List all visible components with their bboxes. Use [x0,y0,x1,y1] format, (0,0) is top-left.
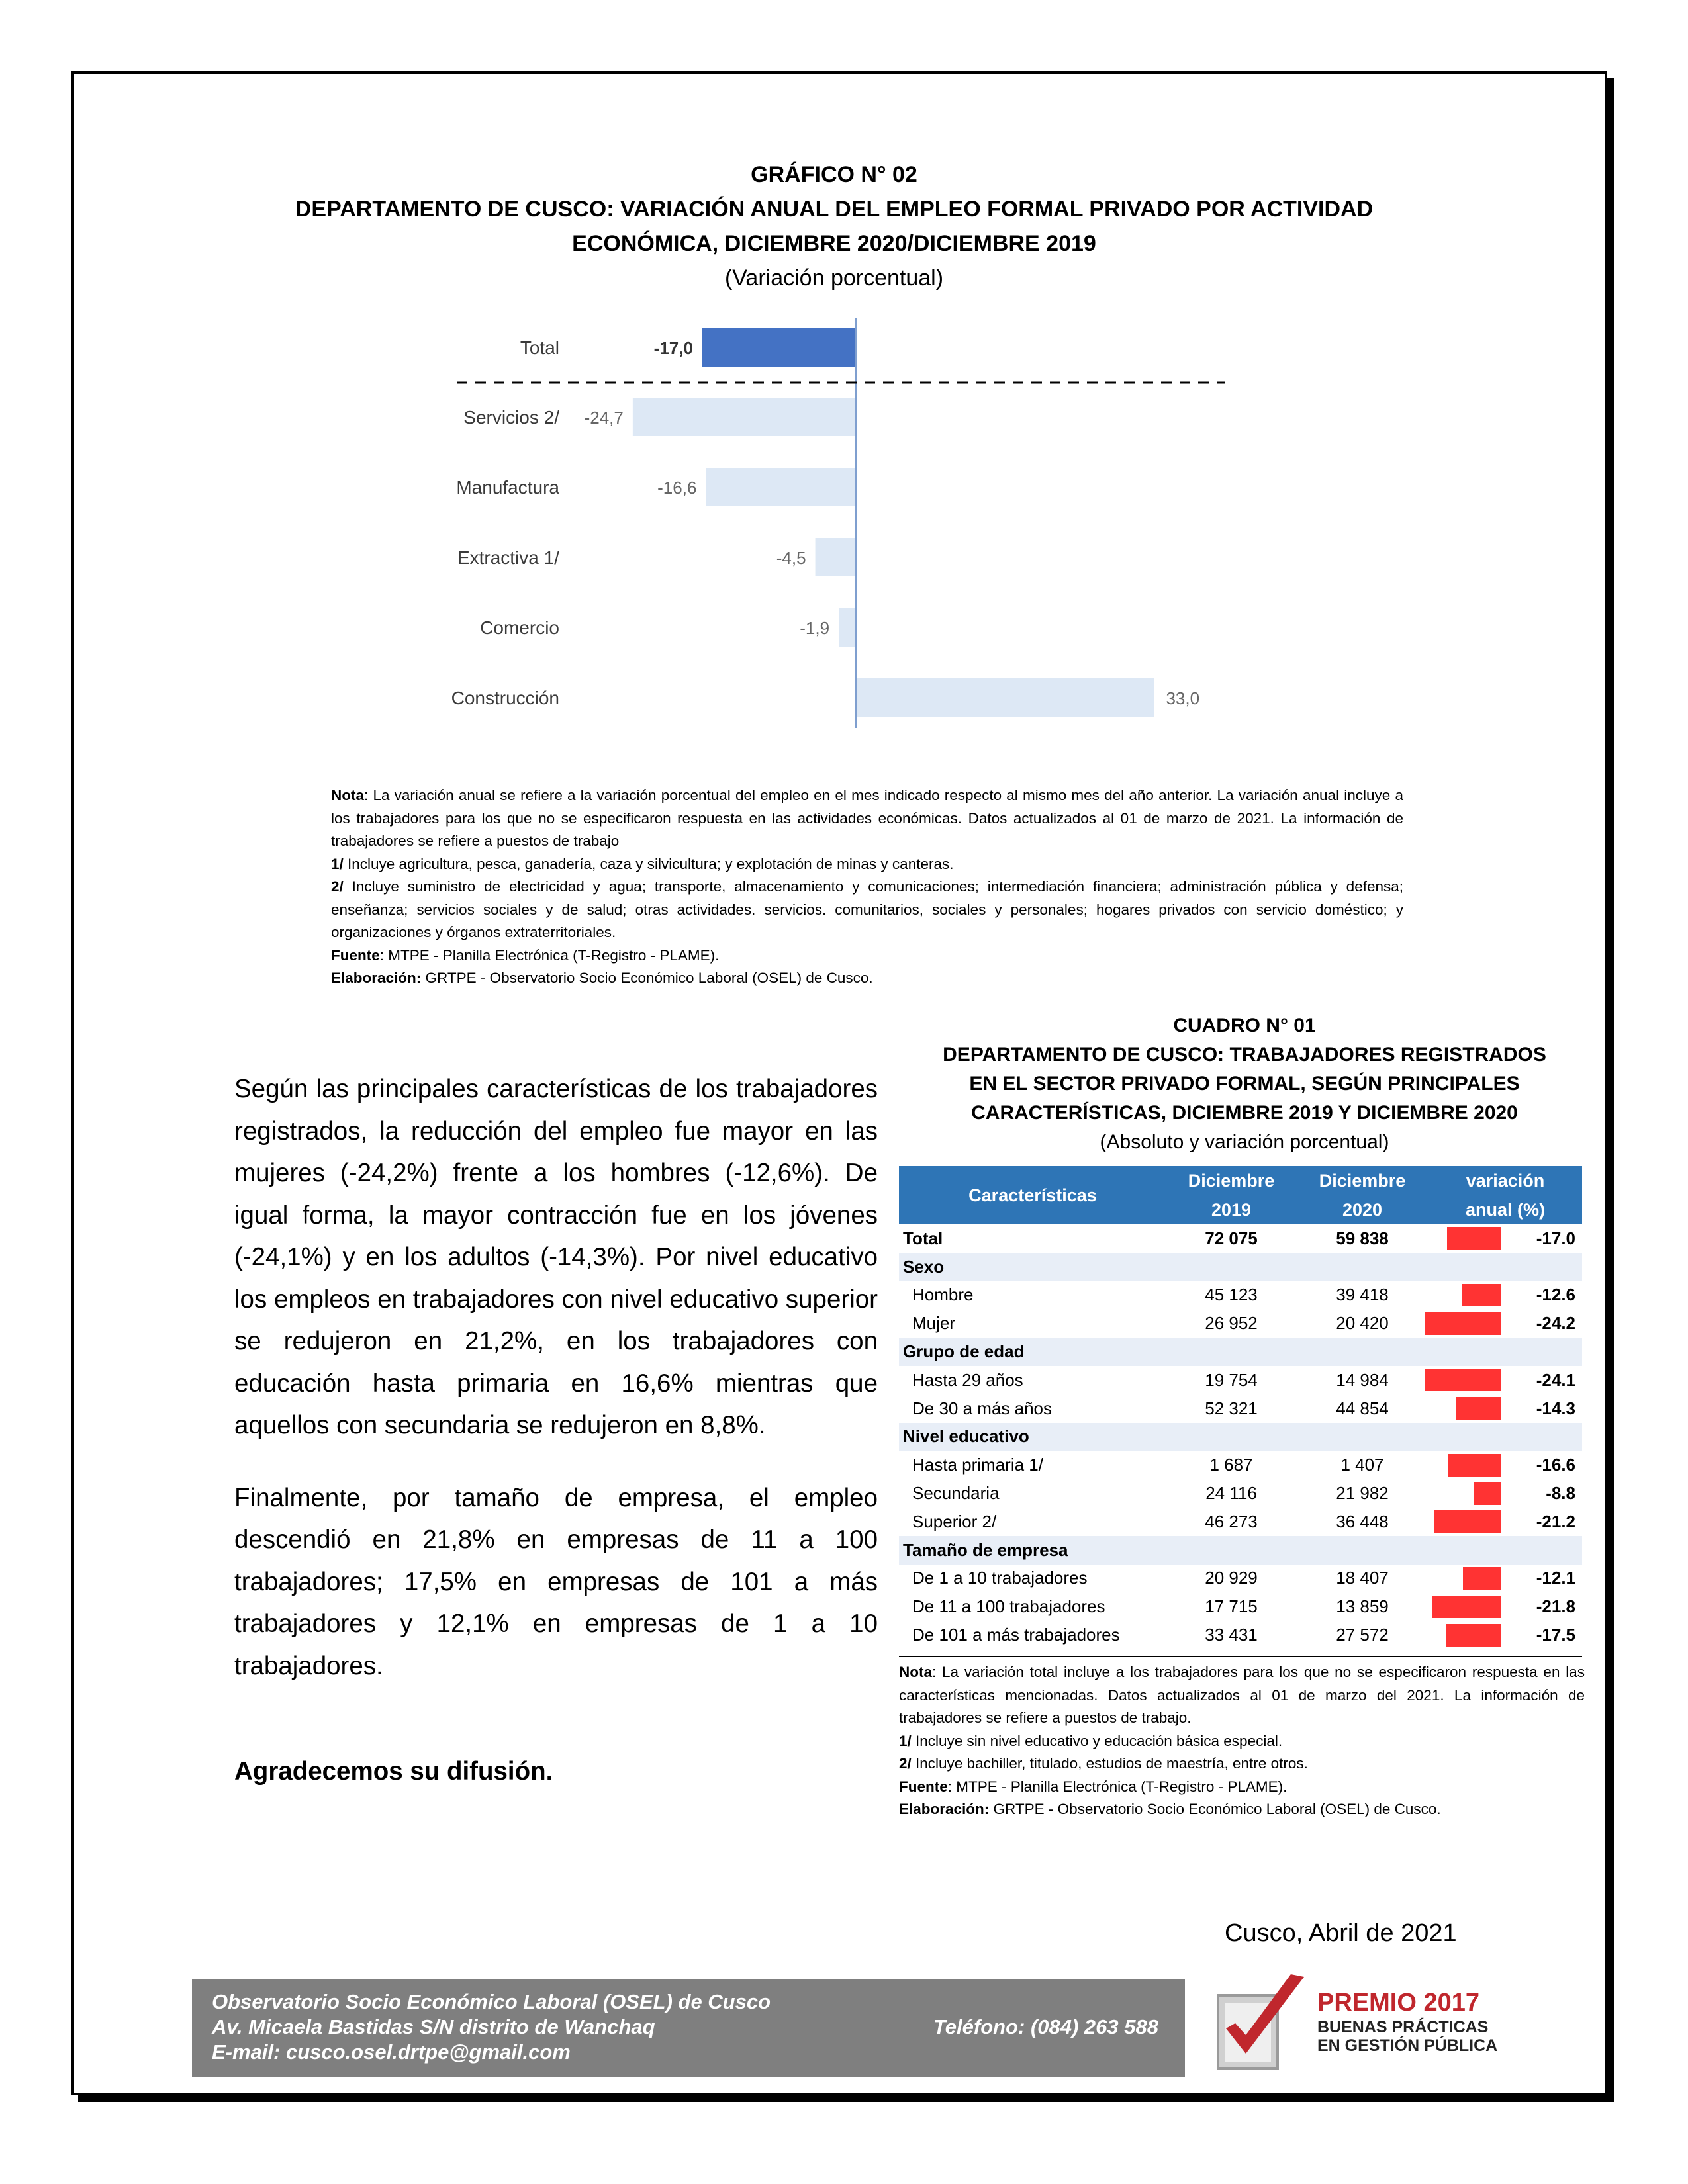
table-group-row [899,1338,1582,1366]
variation-bar-cell [1429,1224,1501,1253]
header-2019-year: 2019 [1166,1195,1296,1224]
variation-bar-cell [1429,1451,1501,1479]
value-2019: 19 754 [1205,1369,1258,1390]
category-label: Total [520,338,559,358]
variation-bar-cell [1429,1508,1501,1536]
variation-bar-wrap [1429,1454,1501,1477]
value-2019: 45 123 [1205,1285,1258,1305]
award-logo [1211,1969,1503,2075]
bar-total [702,328,856,367]
paragraph-1: Según las principales características de los trabajadores registrados, la reducción del empleo fue mayor en las mujeres (-24,2%) frente a los hombres (-12,6%). De igual forma, la mayor contracción fue en los jóvenes (-24,1%) y en los adultos (-14,3%). Por nivel educativo los empleos en trabajadores con nivel educativo superior se redujeron en 21,2%, en los trabajadores con educación hasta primaria en 16,6% mientras que aquellos con secundaria se redujeron en 8,8%. [234,1075,878,1439]
variation-bar [1448,1454,1501,1477]
table-row [899,1281,1582,1310]
value-2019: 24 116 [1205,1483,1257,1504]
variation-bar [1462,1284,1501,1306]
category-label: Comercio [480,617,559,638]
award-title: PREMIO 2017 [1317,1989,1479,2017]
variation-bar-wrap [1429,1397,1501,1420]
header-2020: Diciembre [1296,1166,1429,1195]
category-label: Construcción [451,688,559,708]
row-label: Total [903,1228,943,1248]
header-characteristics: Características [899,1166,1166,1224]
value-2020: 13 859 [1336,1596,1389,1617]
variation-bar-cell [1429,1394,1501,1423]
value-label: -24,7 [584,408,624,428]
variation-bar-cell [1429,1565,1501,1593]
award-check-icon [1211,1969,1311,2075]
chart-title: GRÁFICO N° 02 DEPARTAMENTO DE CUSCO: VARIACIÓN ANUAL DEL EMPLEO FORMAL PRIVADO POR ACTIVIDAD ECONÓMICA, DICIEMBRE 2020/DICIEMBRE 2019 (Variación porcentual) [295,162,1374,291]
table-notes: Nota: La variación total incluye a los trabajadores para los que no se especificaron respuesta en las características mencionadas. Datos actualizados al 01 de marzo del 2021. La información de trabajadores se refiere a puestos de trabajo. 1/ Incluye sin nivel educativo y educación básica especial. 2/ Incluye bachiller, titulado, estudios de maestría, entre otros. Fuente: MTPE - Planilla Electrónica (T-Registro - PLAME). Elaboración: GRTPE - Observatorio Socio Económico Laboral (OSEL) de Cusco. [899,1664,1585,1817]
thanks-text: Agradecemos su difusión. [234,1757,553,1786]
value-2019: 52 321 [1205,1398,1258,1418]
row-label: Superior 2/ [912,1511,997,1531]
variation-bar-wrap [1429,1312,1501,1335]
bar-servicios-2- [633,398,856,436]
table-group-row [899,1536,1582,1565]
header-variation-unit: anual (%) [1429,1195,1582,1224]
value-2019: 46 273 [1205,1511,1258,1531]
variation-value: -14.3 [1536,1398,1575,1418]
category-label: Manufactura [456,477,559,498]
variation-bar-cell [1429,1281,1501,1310]
bar-extractiva-1- [816,538,856,576]
row-label: Secundaria [912,1483,1000,1504]
value-2020: 18 407 [1336,1568,1389,1588]
value-label: 33,0 [1166,688,1200,708]
value-2019: 26 952 [1205,1313,1258,1334]
variation-bar-cell [1429,1309,1501,1338]
value-2019: 20 929 [1205,1568,1258,1588]
variation-bar-cell [1429,1592,1501,1621]
value-2019: 1 687 [1209,1455,1253,1475]
variation-bar-wrap [1429,1369,1501,1391]
variation-bar-cell [1429,1621,1501,1649]
table-row [899,1621,1582,1649]
table-row [899,1394,1582,1423]
row-label: Hasta 29 años [912,1369,1023,1390]
table-row [899,1366,1582,1394]
group-label: Sexo [899,1253,1582,1281]
variation-bar [1434,1510,1501,1533]
paragraph-2: Finalmente, por tamaño de empresa, el empleo descendió en 21,8% en empresas de 11 a 100 trabajadores; 17,5% en empresas de 101 a más trabajadores y 12,1% en empresas de 1 a 10 trabajadores. [234,1483,878,1680]
header-2019: Diciembre [1166,1166,1296,1195]
row-label: Hasta primaria 1/ [912,1455,1043,1475]
row-label: Mujer [912,1313,956,1334]
table-row [899,1479,1582,1508]
variation-value: -8.8 [1546,1483,1575,1504]
row-label: De 101 a más trabajadores [912,1625,1120,1645]
footer-bar [192,1979,1185,2077]
row-label: De 30 a más años [912,1398,1053,1418]
footer-address: Observatorio Socio Económico Laboral (OSEL) de Cusco Av. Micaela Bastidas S/N distrito de Wanchaq E-mail: cusco.osel.drtpe@gmail.com [212,1990,771,2064]
variation-bar [1474,1482,1501,1505]
variation-bar-wrap [1429,1567,1501,1590]
row-label: De 1 a 10 trabajadores [912,1568,1088,1588]
variation-bar [1463,1567,1501,1590]
table-group-row [899,1423,1582,1451]
value-label: -16,6 [657,478,697,498]
bar-manufactura [706,468,856,506]
variation-value: -16.6 [1536,1455,1575,1475]
bar-construcci-n [856,678,1154,717]
variation-bar-wrap [1429,1227,1501,1250]
table-bottom-rule [899,1656,1582,1657]
value-2019: 33 431 [1205,1625,1258,1645]
award-line3: EN GESTIÓN PÚBLICA [1317,2036,1498,2055]
variation-value: -17.0 [1536,1228,1575,1248]
table-row [899,1508,1582,1536]
group-label: Nivel educativo [899,1423,1582,1451]
header-variation: variación [1429,1166,1582,1195]
variation-bar [1456,1397,1501,1420]
table-header-row [899,1166,1582,1195]
value-2020: 21 982 [1336,1483,1389,1504]
value-2020: 39 418 [1336,1285,1389,1305]
group-label: Tamaño de empresa [899,1536,1582,1565]
variation-bar [1446,1624,1501,1647]
value-2020: 14 984 [1336,1369,1389,1390]
variation-bar-wrap [1429,1510,1501,1533]
chart-notes: Nota: La variación anual se refiere a la variación porcentual del empleo en el mes indicado respecto al mismo mes del año anterior. La variación anual incluye a los trabajadores para los que no se especificaron respuesta en las actividades económicas. Datos actualizados al 01 de marzo de 2021. La información de trabajadores se refiere a puestos de trabajo 1/ Incluye agricultura, pesca, ganadería, caza y silvicultura; y explotación de minas y canteras. 2/ Incluye suministro de electricidad y agua; transporte, almacenamiento y comunicaciones; intermediación financiera; administración pública y defensa; enseñanza; servicios sociales y de salud; otras actividades. servicios. comunitarios, sociales y personales; hogares privados con servicio doméstico; y organizaciones y órganos extraterritoriales. Fuente: MTPE - Planilla Electrónica (T-Registro - PLAME). Elaboración: GRTPE - Observatorio Socio Económico Laboral (OSEL) de Cusco. [331,787,1403,986]
value-2020: 59 838 [1336,1228,1389,1248]
variation-value: -12.6 [1536,1285,1575,1305]
variation-bar [1432,1596,1501,1618]
place-date: Cusco, Abril de 2021 [1225,1919,1457,1947]
row-label: Hombre [912,1285,974,1305]
value-label: -17,0 [653,338,693,358]
variation-value: -24.1 [1536,1369,1575,1390]
value-2020: 44 854 [1336,1398,1389,1418]
variation-value: -17.5 [1536,1625,1575,1645]
variation-bar [1447,1227,1501,1250]
table-total-row [899,1224,1582,1253]
variation-value: -24.2 [1536,1313,1575,1334]
row-label: De 11 a 100 trabajadores [912,1596,1105,1617]
variation-bar-wrap [1429,1596,1501,1618]
variation-bar-cell [1429,1366,1501,1394]
body-text [234,1068,878,1793]
value-2019: 72 075 [1205,1228,1258,1248]
variation-bar-wrap [1429,1624,1501,1647]
header-2020-year: 2020 [1296,1195,1429,1224]
value-2020: 1 407 [1340,1455,1384,1475]
category-label: Extractiva 1/ [457,547,559,568]
table-row [899,1565,1582,1593]
characteristics-table [899,1166,1582,1649]
variation-bar-wrap [1429,1482,1501,1505]
value-2019: 17 715 [1205,1596,1258,1617]
bar-comercio [839,608,856,647]
bar-chart [0,311,1688,748]
variation-bar [1425,1312,1501,1335]
group-label: Grupo de edad [899,1338,1582,1366]
table-title: CUADRO N° 01 DEPARTAMENTO DE CUSCO: TRABAJADORES REGISTRADOS EN EL SECTOR PRIVADO FORMAL, SEGÚN PRINCIPALES CARACTERÍSTICAS, DICIEMBRE 2019 Y DICIEMBRE 2020 (Absoluto y variación porcentual) [943,1015,1546,1153]
footer-phone: Teléfono: (084) 263 588 [933,2015,1158,2038]
table-row [899,1451,1582,1479]
variation-bar [1425,1369,1501,1391]
variation-bar-cell [1429,1479,1501,1508]
value-label: -1,9 [800,618,830,638]
variation-value: -12.1 [1536,1568,1575,1588]
value-2020: 27 572 [1336,1625,1389,1645]
value-2020: 20 420 [1336,1313,1389,1334]
variation-value: -21.8 [1536,1596,1575,1617]
value-2020: 36 448 [1336,1511,1389,1531]
variation-bar-wrap [1429,1284,1501,1306]
award-line2: BUENAS PRÁCTICAS [1317,2018,1489,2036]
variation-value: -21.2 [1536,1511,1575,1531]
table-row [899,1309,1582,1338]
value-label: -4,5 [776,548,806,568]
category-label: Servicios 2/ [463,407,559,428]
table-group-row [899,1253,1582,1281]
table-row [899,1592,1582,1621]
